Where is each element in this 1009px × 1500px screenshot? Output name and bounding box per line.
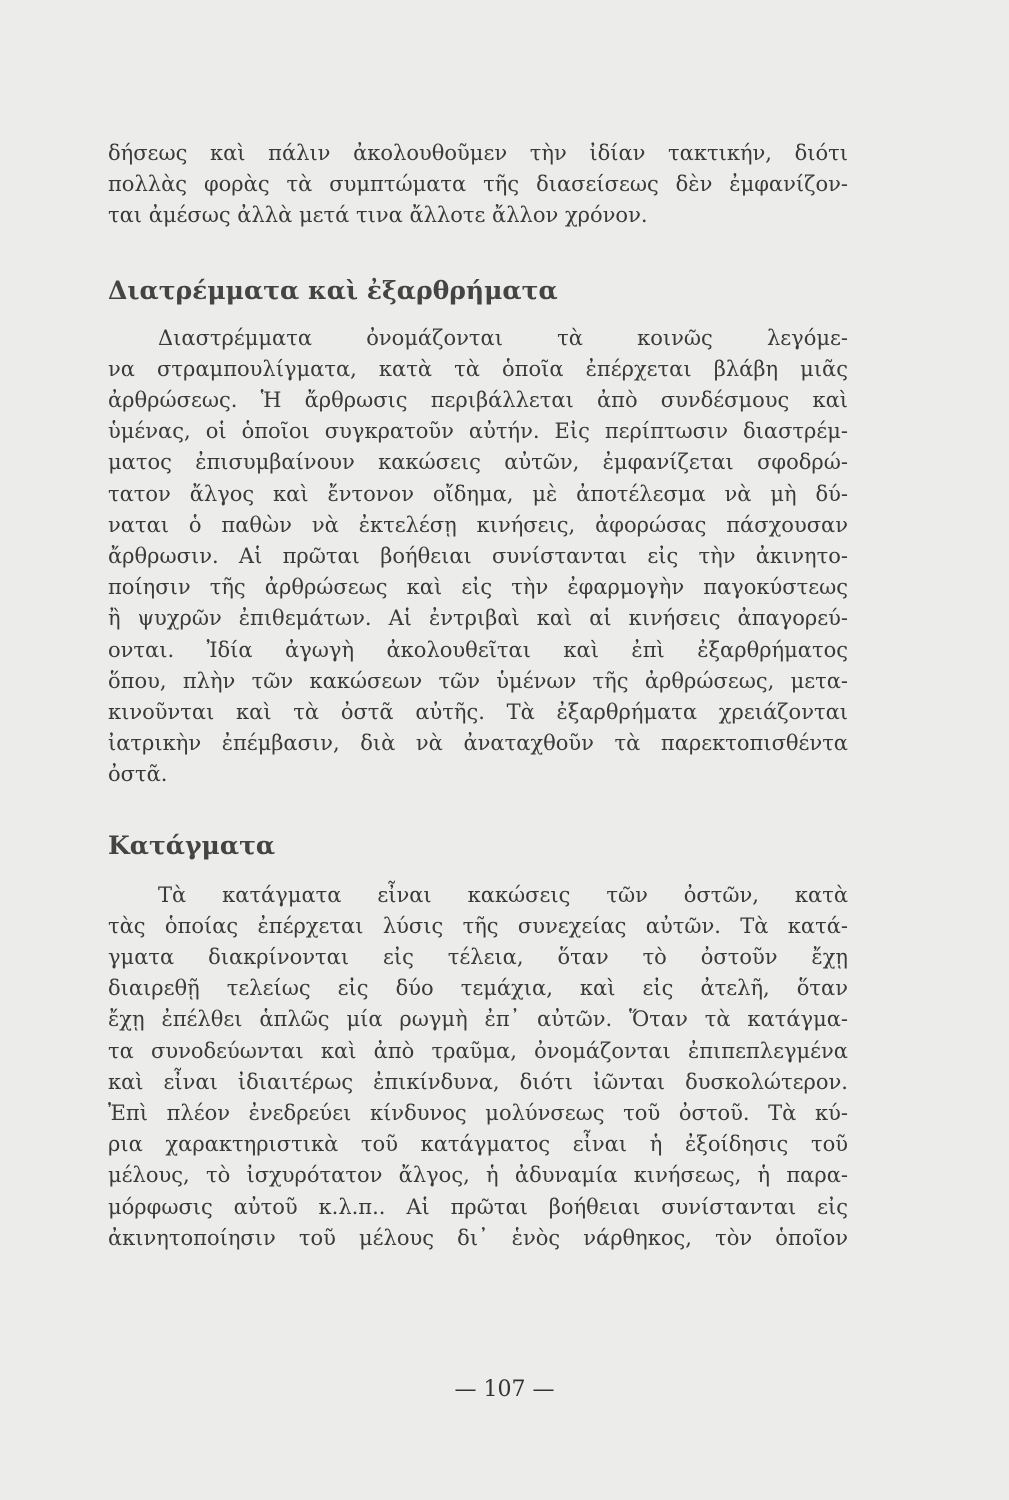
fractures-paragraph: [108, 880, 848, 1254]
text-line: ὅπου, πλὴν τῶν κακώσεων τῶν ὑμένων τῆς ἀρθρώσεως, μετα-: [108, 668, 848, 693]
text-line: καὶ εἶναι ἰδιαιτέρως ἐπικίνδυνα, διότι ἰῶνται δυσκολώτερον.: [108, 1069, 848, 1094]
text-column: [108, 138, 848, 1254]
text-line: ματος ἐπισυμβαίνουν κακώσεις αὐτῶν, ἐμφανίζεται σφοδρώ-: [108, 450, 848, 475]
text-line: να στραμπουλίγματα, κατὰ τὰ ὁποῖα ἐπέρχεται βλάβη μιᾶς: [108, 356, 848, 381]
text-line: ἔχῃ ἐπέλθει ἁπλῶς μία ρωγμὴ ἐπ᾽ αὐτῶν. Ὅταν τὰ κατάγμα-: [108, 1007, 848, 1032]
page-number: — 107 —: [454, 1377, 555, 1402]
text-line: ὑμένας, οἱ ὁποῖοι συγκρατοῦν αὐτήν. Εἰς περίπτωσιν διαστρέμ-: [108, 419, 848, 444]
text-line: πολλὰς φορὰς τὰ συμπτώματα τῆς διασείσεως δὲν ἐμφανίζον-: [108, 172, 848, 197]
text-line: Ἐπὶ πλέον ἐνεδρεύει κίνδυνος μολύνσεως τοῦ ὀστοῦ. Τὰ κύ-: [108, 1101, 848, 1126]
text-line: ἀκινητοποίησιν τοῦ μέλους δι᾽ ἑνὸς νάρθηκος, τὸν ὁποῖον: [108, 1225, 848, 1250]
section-heading-fractures: Κατάγματα: [108, 830, 276, 860]
text-line: ἄρθρωσιν. Αἱ πρῶται βοήθειαι συνίστανται εἰς τὴν ἀκινητο-: [108, 544, 848, 569]
text-line: ἢ ψυχρῶν ἐπιθεμάτων. Αἱ ἐντριβαὶ καὶ αἱ κινήσεις ἀπαγορεύ-: [108, 606, 848, 631]
text-line: ρια χαρακτηριστικὰ τοῦ κατάγματος εἶναι ἡ ἐξοίδησις τοῦ: [108, 1132, 848, 1157]
text-line: διαιρεθῇ τελείως εἰς δύο τεμάχια, καὶ εἰς ἀτελῆ, ὅταν: [108, 976, 848, 1001]
text-line: ἰατρικὴν ἐπέμβασιν, διὰ νὰ ἀναταχθοῦν τὰ παρεκτοπισθέντα: [108, 731, 848, 756]
text-line: κινοῦνται καὶ τὰ ὀστᾶ αὐτῆς. Τὰ ἐξαρθρήματα χρειάζονται: [108, 700, 848, 725]
text-line: ται ἀμέσως ἀλλὰ μετά τινα ἄλλοτε ἄλλον χρόνον.: [108, 203, 648, 228]
text-line: μέλους, τὸ ἰσχυρότατον ἄλγος, ἡ ἀδυναμία κινήσεως, ἡ παρα-: [108, 1163, 848, 1188]
text-line: τατον ἄλγος καὶ ἔντονον οἴδημα, μὲ ἀποτέλεσμα νὰ μὴ δύ-: [108, 481, 848, 506]
text-line: ναται ὁ παθὼν νὰ ἐκτελέσῃ κινήσεις, ἀφορώσας πάσχουσαν: [108, 512, 848, 537]
section-heading-sprains: Διατρέμματα καὶ ἐξαρθρήματα: [108, 275, 558, 305]
text-line: Διαστρέμματα ὀνομάζονται τὰ κοινῶς λεγόμε-: [158, 325, 848, 350]
text-line: ὀστᾶ.: [108, 762, 168, 787]
text-line: μόρφωσις αὐτοῦ κ.λ.π.. Αἱ πρῶται βοήθειαι συνίστανται εἰς: [108, 1194, 848, 1219]
text-line: τὰς ὁποίας ἐπέρχεται λύσις τῆς συνεχείας αὐτῶν. Τὰ κατά-: [108, 913, 848, 938]
text-line: Τὰ κατάγματα εἶναι κακώσεις τῶν ὀστῶν, κατὰ: [158, 882, 848, 907]
text-line: ονται. Ἰδία ἀγωγὴ ἀκολουθεῖται καὶ ἐπὶ ἐξαρθρήματος: [108, 637, 848, 662]
text-line: δήσεως καὶ πάλιν ἀκολουθοῦμεν τὴν ἰδίαν τακτικήν, διότι: [108, 141, 848, 165]
text-line: ἀρθρώσεως. Ἡ ἄρθρωσις περιβάλλεται ἀπὸ συνδέσμους καὶ: [108, 388, 848, 413]
intro-paragraph: [108, 138, 848, 232]
text-line: γματα διακρίνονται εἰς τέλεια, ὅταν τὸ ὀστοῦν ἔχῃ: [108, 945, 848, 970]
sprains-paragraph: [108, 323, 848, 791]
text-line: τα συνοδεύωνται καὶ ἀπὸ τραῦμα, ὀνομάζονται ἐπιπεπλεγμένα: [108, 1038, 848, 1063]
text-line: ποίησιν τῆς ἀρθρώσεως καὶ εἰς τὴν ἐφαρμογὴν παγοκύστεως: [108, 575, 848, 600]
